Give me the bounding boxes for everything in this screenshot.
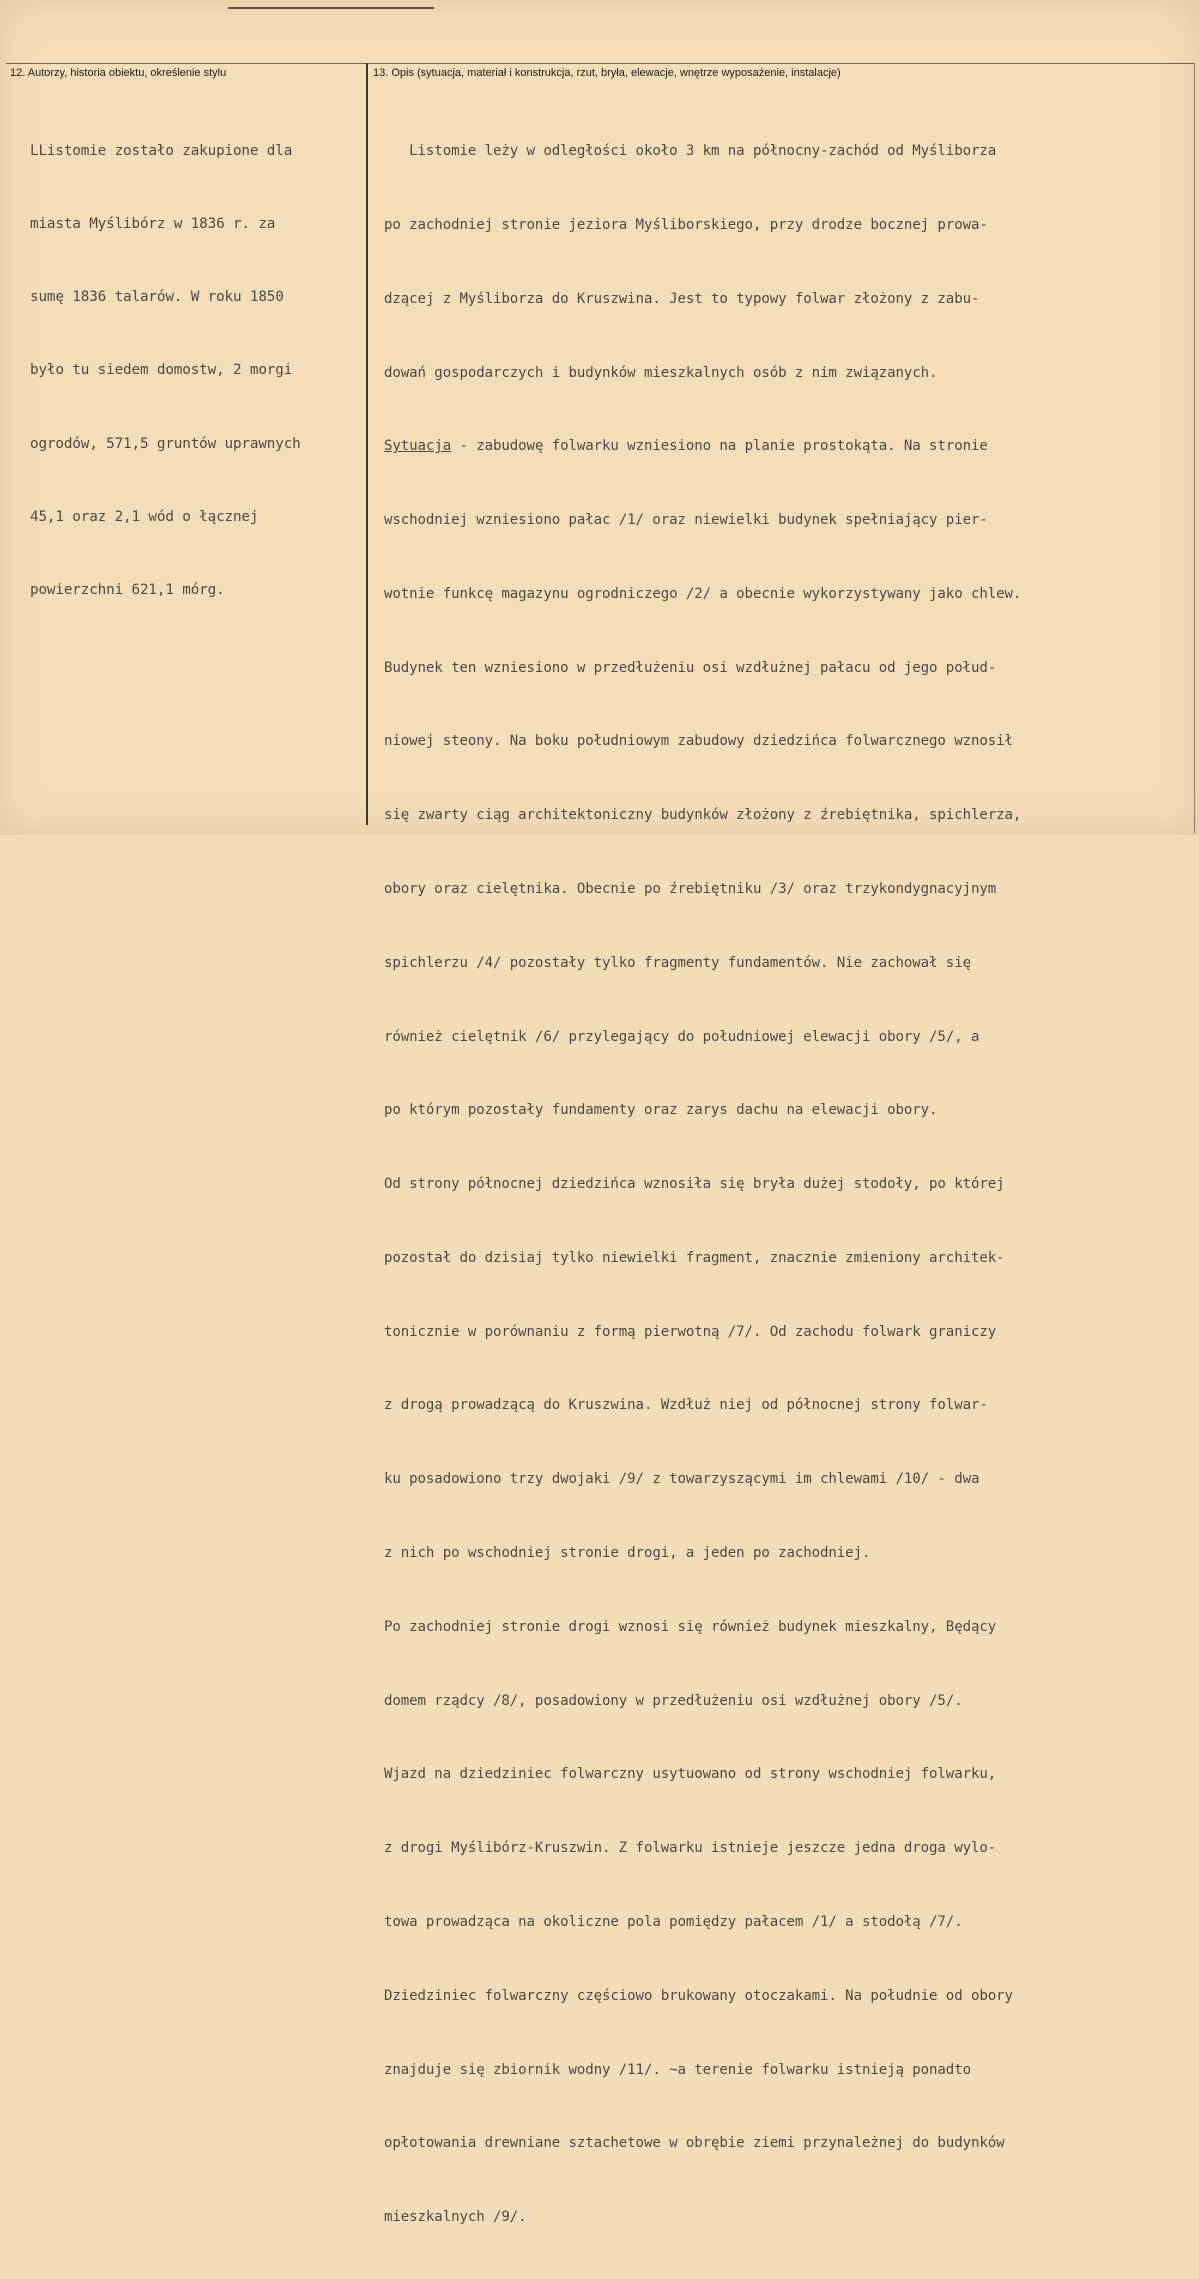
description-line: ku posadowiono trzy dwojaki /9/ z towarzyszącymi im chlewami /10/ - dwa [384,1471,980,1488]
description-line: z drogi Myślibórz-Kruszwin. Z folwarku istnieje jeszcze jedna droga wylo- [384,1840,997,1857]
description-line: domem rządcy /8/, posadowiony w przedłużeniu osi wzdłużnej obory /5/. [384,1692,963,1709]
description-line: Dziedziniec folwarczny częściowo brukowany otoczakami. Na południe od obory [384,1987,1013,2004]
description-line: towa prowadząca na okoliczne pola pomiędzy pałacem /1/ a stodołą /7/. [384,1913,963,1930]
description-line: Budynek ten wzniesiono w przedłużeniu osi wzdłużnej pałacu od jego połud- [384,659,997,676]
description-line: z drogą prowadzącą do Kruszwina. Wzdłuż niej od północnej strony folwar- [384,1397,988,1414]
column-divider [366,63,368,825]
history-line: miasta Myślibórz w 1836 r. za [30,216,276,233]
history-line: 45,1 oraz 2,1 wód o łącznej [30,508,259,525]
description-line: Od strony północnej dziedzińca wznosiła się bryła dużej stodoły, po której [384,1176,1005,1193]
history-line: było tu siedem domostw, 2 morgi [30,362,293,379]
description-line: niowej steony. Na boku południowym zabudowy dziedzińca folwarcznego wznosił [384,733,1013,750]
history-line: ogrodów, 571,5 gruntów uprawnych [30,435,301,452]
description-line: wotnie funkcę magazynu ogrodniczego /2/ a obecnie wykorzystywany jako chlew. [384,585,1022,602]
section-13-header: 13. Opis (sytuacja, materiał i konstrukcja, rzut, bryła, elewacje, wnętrze wyposażenie, instalacje) [373,67,841,79]
description-line: spichlerzu /4/ pozostały tylko fragmenty fundamentów. Nie zachował się [384,954,971,971]
description-line: obory oraz cielętnika. Obecnie po źrebiętniku /3/ oraz trzykondygnacyjnym [384,881,997,897]
description-line: po którym pozostały fundamenty oraz zarys dachu na elewacji obory. [384,1102,938,1119]
situation-keyword: Sytuacja [384,438,452,455]
history-line: powierzchni 621,1 mórg. [30,582,225,599]
description-text [384,90,1021,2279]
description-line: z nich po wschodniej stronie drogi, a jeden po zachodniej. [384,1545,871,1562]
description-line: znajduje się zbiornik wodny /11/. ~a terenie folwarku istnieją ponadto [384,2061,971,2078]
description-line: tonicznie w porównaniu z formą pierwotną /7/. Od zachodu folwark graniczy [384,1323,997,1340]
card-top-tab [228,0,434,9]
description-line: pozostał do dzisiaj tylko niewielki fragment, znacznie zmieniony architek- [384,1249,1005,1266]
header-rule [6,63,1194,64]
description-line: również cielętnik /6/ przylegający do południowej elewacji obory /5/, a [384,1028,980,1045]
description-line: Listomie leży w odległości około 3 km na północny-zachód od Myśliborza [384,143,997,160]
description-line: wschodniej wzniesiono pałac /1/ oraz niewielki budynek spełniający pier- [384,512,988,529]
history-line: sumę 1836 talarów. W roku 1850 [30,289,284,306]
description-line: dowań gospodarczych i budynków mieszkalnych osób z nim związanych. [384,364,938,381]
card-right-border [1194,63,1195,833]
description-line: opłotowania drewniane sztachetowe w obrębie ziemi przynależnej do budynków [384,2135,1005,2152]
history-text [30,90,301,651]
section-12-header: 12. Autorzy, historia obiektu, określenie stylu [10,67,227,79]
description-line: się zwarty ciąg architektoniczny budynków złożony z źrebiętnika, spichlerza, [384,807,1022,824]
history-line: LListomie zostało zakupione dla [30,142,293,159]
description-line-situation: Sytuacja - zabudowę folwarku wzniesiono na planie prostokąta. Na stronie [384,438,988,455]
description-line: Wjazd na dziedziniec folwarczny usytuowano od strony wschodniej folwarku, [384,1766,997,1783]
description-line: po zachodniej stronie jeziora Myśliborskiego, przy drodze bocznej prowa- [384,216,988,233]
description-line: dzącej z Myśliborza do Kruszwina. Jest to typowy folwar złożony z zabu- [384,290,980,307]
description-line: mieszkalnych /9/. [384,2209,527,2226]
description-line: Po zachodniej stronie drogi wznosi się również budynek mieszkalny, Będący [384,1618,997,1635]
